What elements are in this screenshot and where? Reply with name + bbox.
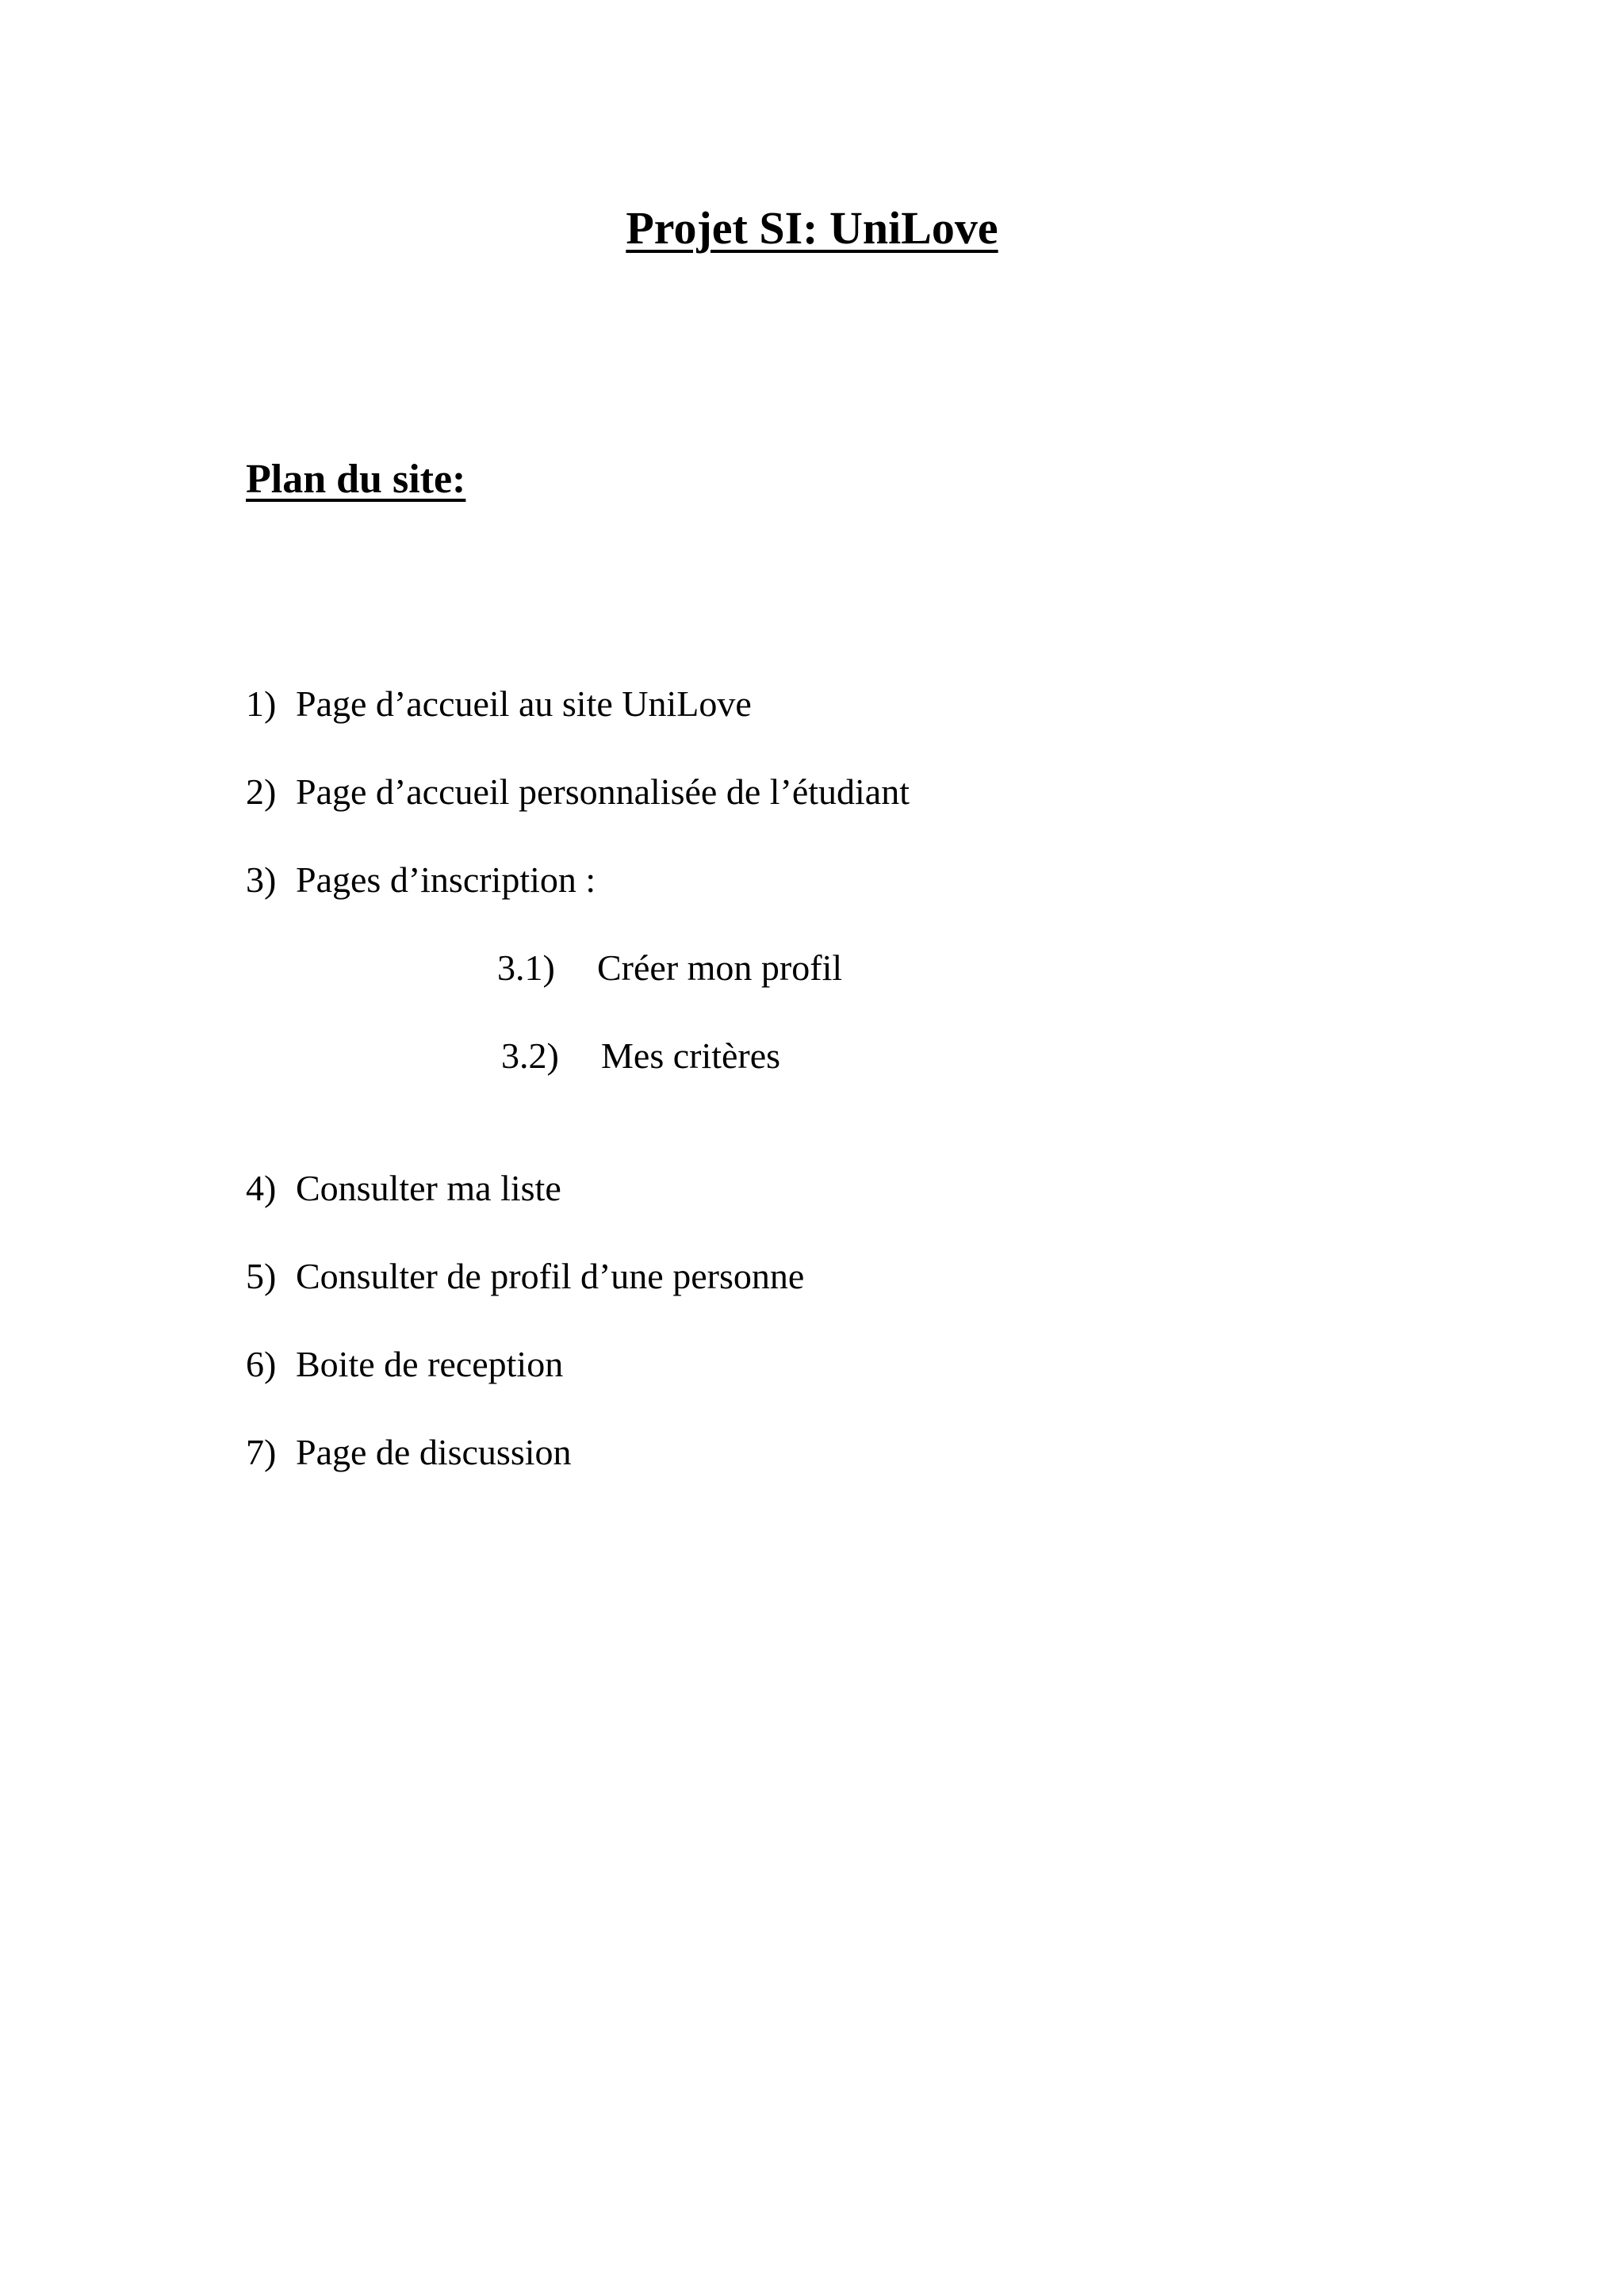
list-item-number: 1) [246,683,277,724]
list-item-label: Boite de reception [296,1344,564,1384]
list-item [246,680,752,728]
list-item [246,1341,563,1388]
list-item [246,1429,572,1476]
list-item-number: 4) [246,1168,277,1208]
sub-list-item [497,944,842,992]
list-item [246,1165,561,1212]
document-title-text: Projet SI: UniLove [626,202,998,254]
list-item-number: 3) [246,859,277,900]
document-title [0,197,1624,260]
list-item-number: 2) [246,771,277,812]
list-item-label: Page de discussion [296,1432,572,1472]
list-item-label: Page d’accueil au site UniLove [296,683,752,724]
sub-list-item-number: 3.2) [501,1035,559,1076]
section-heading [246,452,465,507]
sub-list-item [501,1032,780,1080]
sub-list-item-number: 3.1) [497,947,555,988]
list-item-label: Consulter de profil d’une personne [296,1256,805,1296]
list-item-number: 6) [246,1344,277,1384]
list-item-number: 5) [246,1256,277,1296]
sub-list-item-label: Créer mon profil [597,947,843,988]
section-heading-text: Plan du site: [246,457,466,502]
list-item-label: Page d’accueil personnalisée de l’étudiant [296,771,910,812]
list-item [246,1253,804,1300]
list-item [246,768,910,816]
list-item-label: Consulter ma liste [296,1168,561,1208]
list-item-label: Pages d’inscription : [296,859,596,900]
sub-list-item-label: Mes critères [601,1035,781,1076]
list-item-number: 7) [246,1432,277,1472]
list-item [246,856,596,904]
